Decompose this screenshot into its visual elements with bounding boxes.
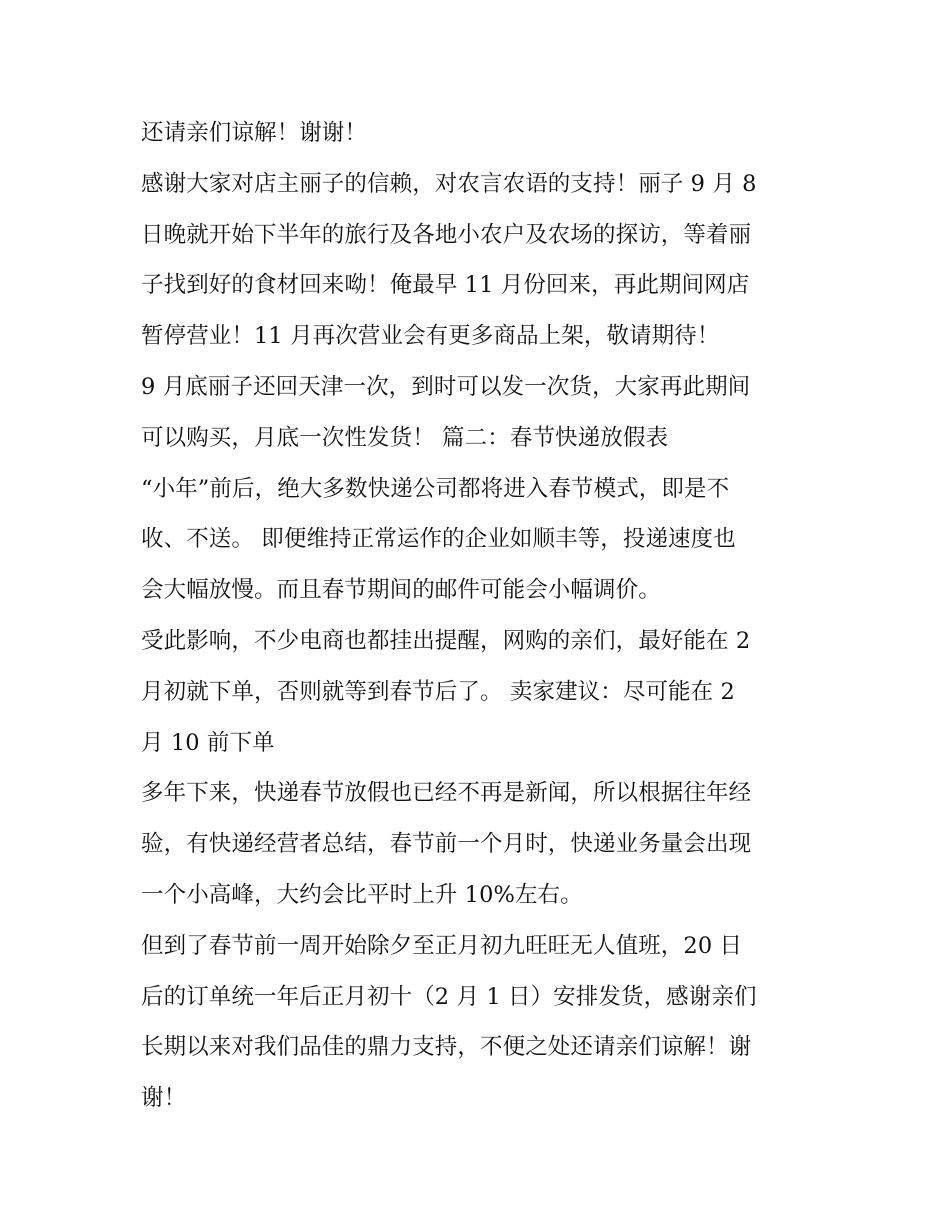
text-line: 但到了春节前一周开始除夕至正月初九旺旺无人值班，20 日	[141, 932, 743, 959]
text-line: 长期以来对我们品佳的鼎力支持，不便之处还请亲们谅解！谢	[141, 1034, 752, 1061]
text-line: 子找到好的食材回来呦！俺最早 11 月份回来，再此期间网店	[141, 272, 750, 299]
text-line: 9 月底丽子还回天津一次，到时可以发一次货，大家再此期间	[141, 373, 751, 400]
text-line: 日晚就开始下半年的旅行及各地小农户及农场的探访，等着丽	[141, 221, 752, 248]
document-body	[141, 108, 821, 1124]
text-line: 还请亲们谅解！谢谢！	[141, 120, 368, 146]
text-line: 感谢大家对店主丽子的信赖，对农言农语的支持！丽子 9 月 8	[141, 170, 757, 197]
text-line: 可以购买，月底一次性发货！ 篇二：春节快递放假表	[141, 424, 669, 451]
text-line: 受此影响，不少电商也都挂出提醒，网购的亲们，最好能在 2	[141, 627, 751, 654]
text-line: 验，有快递经营者总结，春节前一个月时，快递业务量会出现	[141, 831, 752, 858]
text-line: 收、不送。 即便维持正常运作的企业如顺丰等，投递速度也	[141, 526, 736, 553]
text-line: 月 10 前下单	[141, 729, 275, 756]
text-line: 会大幅放慢。而且春节期间的邮件可能会小幅调价。	[141, 577, 661, 604]
text-line: 谢！	[141, 1085, 187, 1112]
text-line: 暂停营业！11 月再次营业会有更多商品上架，敬请期待！	[141, 323, 720, 350]
text-line: 一个小高峰，大约会比平时上升 10%左右。	[141, 881, 583, 908]
text-line: 多年下来，快递春节放假也已经不再是新闻，所以根据往年经	[141, 780, 752, 807]
text-line: 后的订单统一年后正月初十（2 月 1 日）安排发货，感谢亲们	[141, 983, 757, 1010]
text-line: “小年”前后，绝大多数快递公司都将进入春节模式，即是不	[141, 475, 730, 502]
text-line: 月初就下单，否则就等到春节后了。 卖家建议：尽可能在 2	[141, 678, 735, 705]
